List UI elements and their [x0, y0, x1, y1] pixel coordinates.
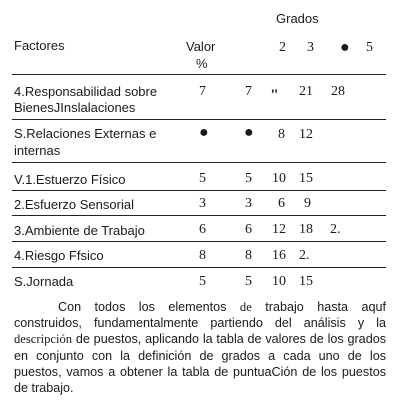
row-rule [12, 119, 386, 120]
factor-label: V.1.Estuerzo Físico [14, 172, 126, 187]
factores-heading: Factores [14, 38, 65, 53]
grade-5-heading: 5 [366, 40, 373, 55]
grade2-cell: 10 [272, 171, 286, 186]
grade2-cell: 12 [272, 222, 286, 237]
factor-label: S.Jornada [14, 274, 74, 289]
valor-cell: 7 [199, 84, 206, 99]
grade1-cell: 6 [245, 222, 252, 237]
factor-label: 4.Riesgo Ffsico [14, 248, 104, 263]
grade1-cell: 3 [245, 196, 252, 211]
grade-4-dot-heading: ● [340, 39, 350, 56]
paragraph-part2: trabajo hasta aquf construidos, fundamentalmente partiendo del análisis y la [14, 300, 386, 331]
body-paragraph [14, 299, 386, 396]
row-rule [12, 162, 386, 163]
paragraph-part3: de puestos, aplicando la tabla de valores de los grados en conjunto con la definición de grados a cada uno de los puestos, vamos a obtener la tabla de puntuaCión de los puestos de trabajo. [14, 332, 386, 396]
factor-label: 2.Esfuerzo Sensorial [14, 197, 134, 212]
grade2-cell: " [270, 87, 279, 104]
valor-cell: 5 [199, 274, 206, 289]
paragraph-de: de [239, 300, 252, 314]
grade1-cell: 5 [245, 171, 252, 186]
row-rule [12, 267, 386, 268]
grade2-cell: 16 [272, 248, 286, 263]
grade4-cell: 28 [331, 84, 345, 99]
header-rule [12, 74, 386, 75]
valor-cell: 3 [199, 196, 206, 211]
grade4-cell: 2. [330, 222, 341, 237]
row-rule [12, 190, 386, 191]
valor-heading: Valor [186, 39, 216, 54]
factor-label: 3.Ambiente de Trabajo [14, 223, 145, 238]
grade-3-heading: 3 [307, 40, 314, 55]
valor-cell: 5 [199, 171, 206, 186]
factor-label: 4.Responsabilidad sobre [14, 84, 158, 99]
grade3-cell: 9 [304, 196, 311, 211]
percent-heading: % [196, 56, 208, 71]
factor-label-cont: BienesJInslalaciones [14, 100, 136, 115]
grados-heading: Grados [276, 11, 319, 26]
grade2-cell: 10 [272, 274, 286, 289]
grade1-cell-dot: ● [244, 124, 254, 141]
row-rule [12, 215, 386, 216]
paragraph-part1: Con todos los elementos [58, 300, 240, 314]
grade2-cell: 8 [278, 127, 285, 142]
factor-label: S.Relaciones Externas e [14, 126, 157, 141]
grade3-cell: 15 [299, 274, 313, 289]
row-rule [12, 241, 386, 242]
valor-cell: 8 [199, 248, 206, 263]
grade1-cell: 5 [245, 274, 252, 289]
grade3-cell: 15 [299, 171, 313, 186]
grade3-cell: 2. [299, 248, 310, 263]
paragraph-descripcion: descripción [14, 332, 73, 347]
grade1-cell: 7 [245, 84, 252, 99]
grade1-cell: 8 [245, 248, 252, 263]
valor-cell: 6 [199, 222, 206, 237]
grade2-cell: 6 [278, 196, 285, 211]
grade-2-heading: 2 [279, 40, 286, 55]
grade3-cell: 12 [299, 127, 313, 142]
grade3-cell: 18 [299, 222, 313, 237]
factor-label-cont: internas [14, 143, 61, 158]
valor-cell-dot: ● [199, 124, 209, 141]
grade3-cell: 21 [299, 84, 313, 99]
